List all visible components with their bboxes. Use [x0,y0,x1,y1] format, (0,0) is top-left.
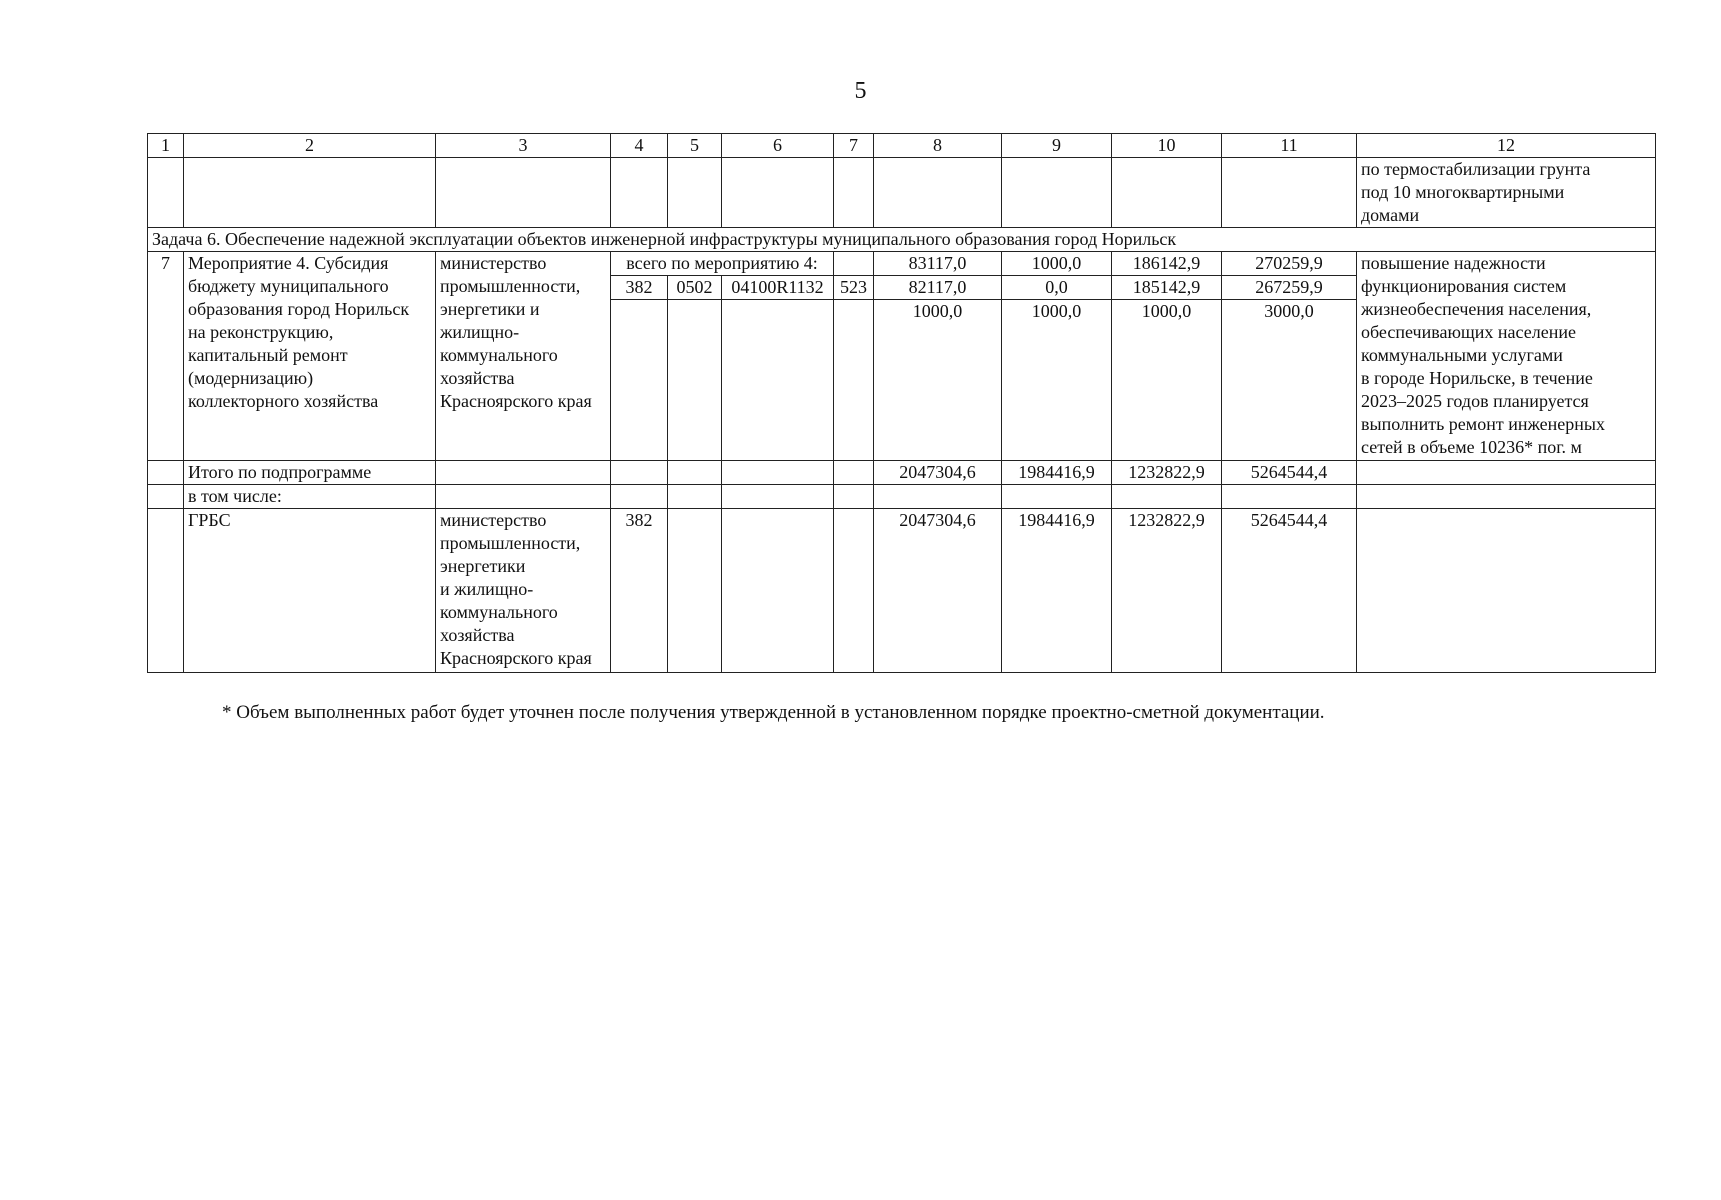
header-cell: 9 [1002,134,1112,158]
header-cell: 12 [1357,134,1656,158]
measure-value: 1000,0 [1112,300,1222,461]
subtotal-value: 5264544,4 [1222,461,1357,485]
grbs-value: 2047304,6 [874,509,1002,673]
header-cell: 2 [184,134,436,158]
subtotal-label: Итого по подпрограмме [184,461,436,485]
measure-result: повышение надежности функционирования систем жизнеобеспечения населения, обеспечивающих население коммунальными услугами в городе Норильске, в течение 2023–2025 годов планируется выполнить ремонт инженерных сетей в объеме 10236* пог. м [1357,252,1656,461]
continuation-row [148,158,1656,228]
measure-executor: министерство промышленности, энергетики и жилищно- коммунального хозяйства Красноярского края [436,252,611,461]
subtotal-value: 2047304,6 [874,461,1002,485]
header-cell: 7 [834,134,874,158]
measure-value: 1000,0 [1002,300,1112,461]
header-cell: 10 [1112,134,1222,158]
header-cell: 11 [1222,134,1357,158]
measure-total-value: 1000,0 [1002,252,1112,276]
subtotal-row [148,461,1656,485]
grbs-executor: министерство промышленности, энергетики и жилищно- коммунального хозяйства Красноярского края [436,509,611,673]
header-cell: 1 [148,134,184,158]
measure-value: 3000,0 [1222,300,1357,461]
measure-total-value: 83117,0 [874,252,1002,276]
measure-number: 7 [148,252,184,461]
measure-value: 82117,0 [874,276,1002,300]
measure-total-label: всего по мероприятию 4: [611,252,834,276]
task-row [148,228,1656,252]
measure-total-value: 270259,9 [1222,252,1357,276]
measure-total-value: 186142,9 [1112,252,1222,276]
task-title: Задача 6. Обеспечение надежной эксплуатации объектов инженерной инфраструктуры муниципального образования город Норильск [148,228,1656,252]
header-cell: 8 [874,134,1002,158]
measure-value: 267259,9 [1222,276,1357,300]
subtotal-value: 1984416,9 [1002,461,1112,485]
budget-table [147,133,1656,673]
continuation-result: по термостабилизации грунта под 10 многоквартирными домами [1357,158,1656,228]
including-row [148,485,1656,509]
measure-value: 185142,9 [1112,276,1222,300]
header-cell: 5 [668,134,722,158]
code-expense-type: 523 [834,276,874,300]
header-row [148,134,1656,158]
grbs-value: 1984416,9 [1002,509,1112,673]
including-label: в том числе: [184,485,436,509]
measure-name: Мероприятие 4. Субсидия бюджету муниципального образования город Норильск на реконструкцию, капитальный ремонт (модернизацию) коллекторного хозяйства [184,252,436,461]
grbs-value: 1232822,9 [1112,509,1222,673]
measure-value: 1000,0 [874,300,1002,461]
measure-total-row [148,252,1656,276]
code-grbs: 382 [611,276,668,300]
header-cell: 6 [722,134,834,158]
grbs-label: ГРБС [184,509,436,673]
footnote: * Объем выполненных работ будет уточнен после получения утвержденной в установленном порядке проектно-сметной документации. [222,702,1325,723]
grbs-value: 5264544,4 [1222,509,1357,673]
grbs-row [148,509,1656,673]
code-target: 04100R1132 [722,276,834,300]
measure-value: 0,0 [1002,276,1112,300]
page-number: 5 [854,78,867,104]
header-cell: 3 [436,134,611,158]
subtotal-value: 1232822,9 [1112,461,1222,485]
code-section: 0502 [668,276,722,300]
grbs-code: 382 [611,509,668,673]
header-cell: 4 [611,134,668,158]
